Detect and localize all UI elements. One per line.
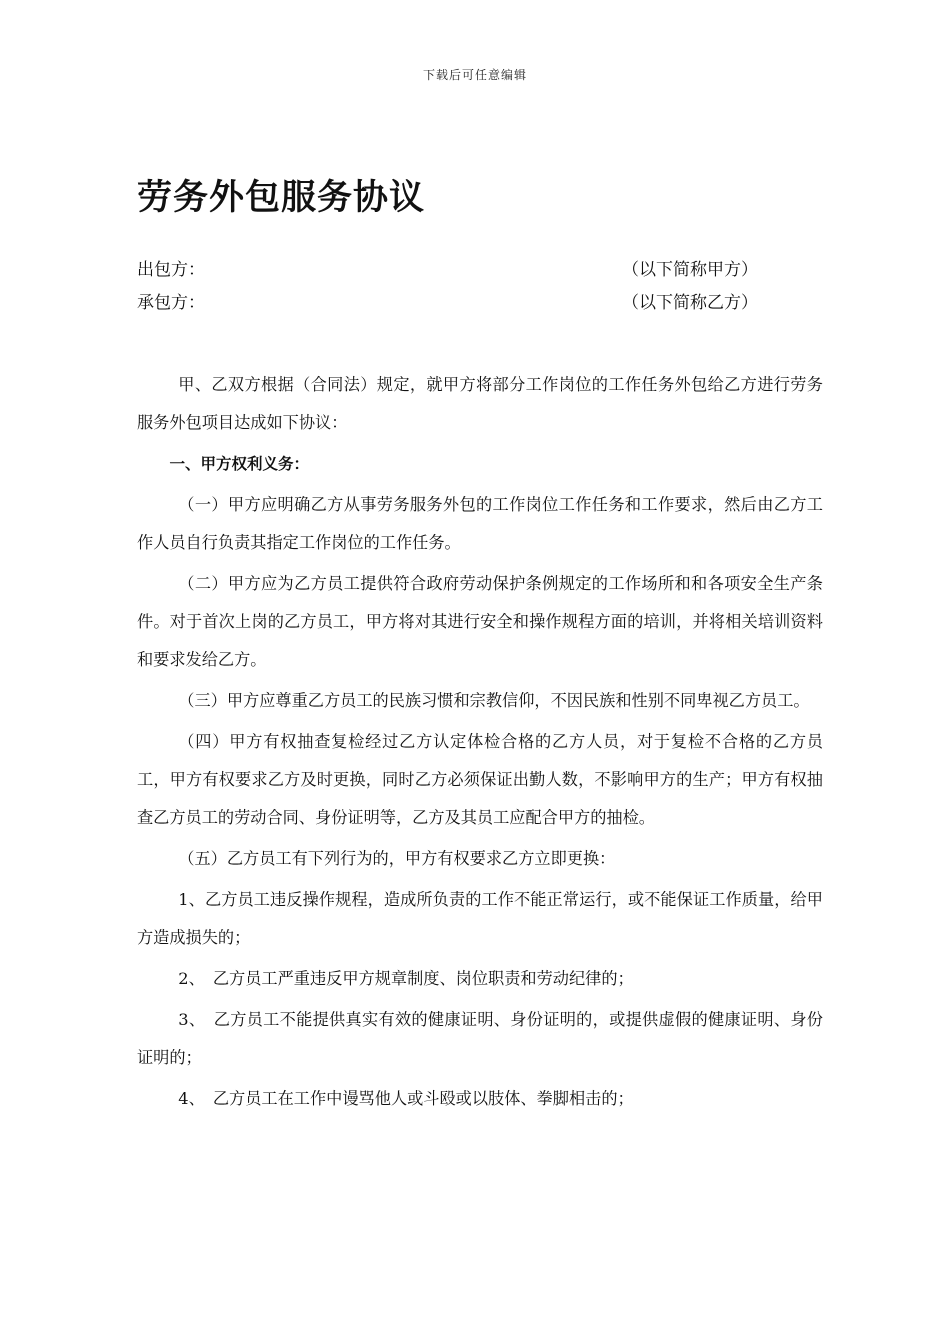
intro-paragraph: 甲、乙双方根据（合同法）规定，就甲方将部分工作岗位的工作任务外包给乙方进行劳务服务外包项目达成如下协议： — [137, 375, 823, 432]
party-label: 出包方： — [137, 260, 205, 280]
page-header-note: 下载后可任意编辑 — [422, 68, 527, 82]
list-item: 1、乙方员工违反操作规程，造成所负责的工作不能正常运行，或不能保证工作质量，给甲方造成损失的； — [137, 890, 823, 947]
list-item: 4、 乙方员工在工作中谩骂他人或斗殴或以肢体、拳脚相击的； — [178, 1089, 634, 1108]
party-label: 承包方： — [137, 293, 205, 313]
party-alias: （以下简称甲方） — [622, 260, 758, 280]
clause-paragraph: （五）乙方员工有下列行为的，甲方有权要求乙方立即更换： — [178, 849, 616, 868]
clause-paragraph: （三）甲方应尊重乙方员工的民族习惯和宗教信仰，不因民族和性别不同卑视乙方员工。 — [178, 691, 810, 710]
clause-paragraph: （一）甲方应明确乙方从事劳务服务外包的工作岗位工作任务和工作要求，然后由乙方工作人员自行负责其指定工作岗位的工作任务。 — [137, 495, 823, 552]
list-item: 2、 乙方员工严重违反甲方规章制度、岗位职责和劳动纪律的； — [178, 969, 634, 988]
list-item: 3、 乙方员工不能提供真实有效的健康证明、身份证明的，或提供虚假的健康证明、身份证明的； — [137, 1010, 823, 1067]
party-alias: （以下简称乙方） — [622, 293, 758, 313]
clause-paragraph: （二）甲方应为乙方员工提供符合政府劳动保护条例规定的工作场所和和各项安全生产条件。对于首次上岗的乙方员工，甲方将对其进行安全和操作规程方面的培训，并将相关培训资料和要求发给乙方。 — [137, 574, 823, 669]
party-row-contractor — [137, 255, 777, 279]
section-heading: 一、甲方权利义务： — [169, 455, 310, 473]
party-row-subcontractor — [137, 288, 777, 312]
agreement-body — [137, 366, 823, 1121]
document-title: 劳务外包服务协议 — [137, 178, 426, 218]
clause-paragraph: （四）甲方有权抽查复检经过乙方认定体检合格的乙方人员，对于复检不合格的乙方员工，甲方有权要求乙方及时更换，同时乙方必须保证出勤人数，不影响甲方的生产；甲方有权抽查乙方员工的劳动合同、身份证明等，乙方及其员工应配合甲方的抽检。 — [137, 732, 823, 827]
